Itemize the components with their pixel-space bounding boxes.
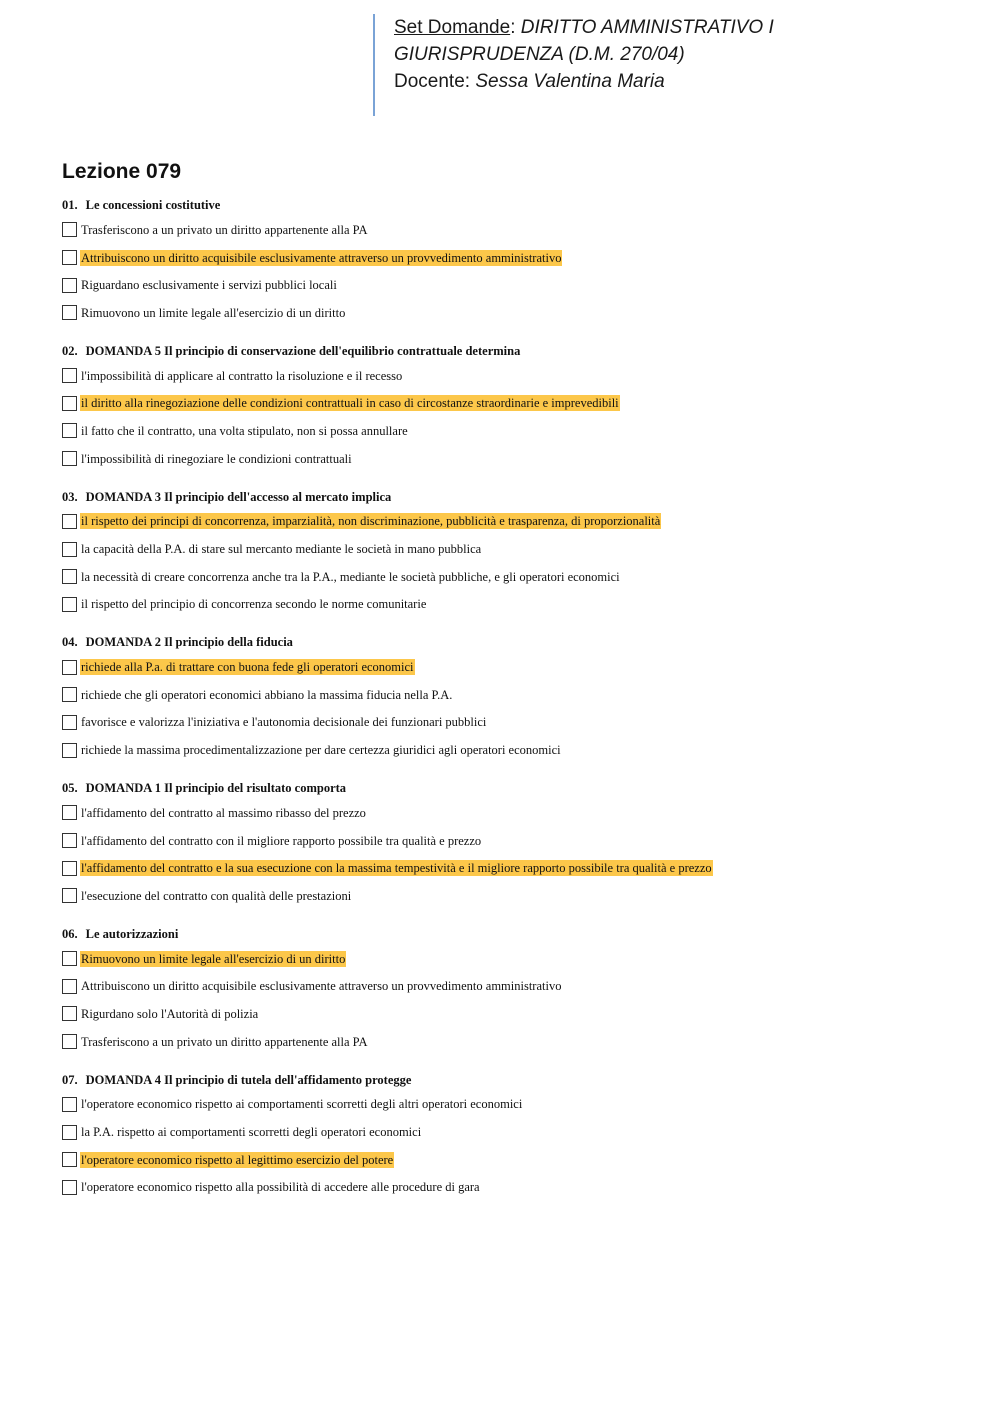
answer-checkbox[interactable]	[62, 305, 77, 320]
answer-option	[62, 508, 962, 536]
question-number: 01.	[62, 198, 78, 212]
question-text: DOMANDA 3 Il principio dell'accesso al mercato implica	[85, 489, 392, 504]
answer-option	[62, 681, 962, 709]
answer-option	[62, 653, 962, 681]
answer-text: Rigurdano solo l'Autorità di polizia	[81, 1006, 259, 1021]
answer-option	[62, 271, 962, 299]
answer-option	[62, 799, 962, 827]
answer-option	[62, 563, 962, 591]
answer-checkbox[interactable]	[62, 743, 77, 758]
answer-checkbox[interactable]	[62, 833, 77, 848]
answer-text: l'affidamento del contratto al massimo ribasso del prezzo	[81, 805, 366, 820]
answer-text: favorisce e valorizza l'iniziativa e l'autonomia decisionale dei funzionari pubblici	[81, 715, 487, 730]
lesson-title: Lezione 079	[62, 160, 182, 183]
set-colon: :	[510, 17, 516, 38]
answer-checkbox[interactable]	[62, 597, 77, 612]
answer-option	[62, 1118, 962, 1146]
answer-text-highlighted: richiede alla P.a. di trattare con buona fede gli operatori economici	[81, 660, 414, 675]
answer-checkbox[interactable]	[62, 687, 77, 702]
docente-line	[394, 68, 774, 95]
question-number: 05.	[62, 781, 78, 795]
answer-checkbox[interactable]	[62, 715, 77, 730]
question-block	[62, 486, 962, 619]
answer-checkbox[interactable]	[62, 423, 77, 438]
answer-text: richiede la massima procedimentalizzazione per dare certezza giuridici agli operatori economici	[81, 743, 561, 758]
question-title	[62, 486, 962, 508]
answer-option	[62, 1174, 962, 1202]
answer-text: l'operatore economico rispetto alla possibilità di accedere alle procedure di gara	[81, 1180, 480, 1195]
answer-checkbox[interactable]	[62, 451, 77, 466]
question-list	[62, 194, 962, 1214]
answer-checkbox[interactable]	[62, 660, 77, 675]
answer-checkbox[interactable]	[62, 1180, 77, 1195]
answer-text: il fatto che il contratto, una volta stipulato, non si possa annullare	[81, 423, 408, 438]
answer-text-highlighted: Attribuiscono un diritto acquisibile esclusivamente attraverso un provvedimento amministrativo	[81, 250, 562, 265]
question-number: 03.	[62, 489, 78, 504]
answer-checkbox[interactable]	[62, 1097, 77, 1112]
question-block	[62, 777, 962, 910]
set-title-line1: DIRITTO AMMINISTRATIVO I	[520, 17, 774, 38]
answer-option	[62, 244, 962, 272]
answer-checkbox[interactable]	[62, 1006, 77, 1021]
set-title-line2: GIURISPRUDENZA (D.M. 270/04)	[394, 44, 685, 65]
answer-text-highlighted: il diritto alla rinegoziazione delle condizioni contrattuali in caso di circostanze straordinarie e imprevedibili	[81, 396, 619, 411]
answer-text: l'impossibilità di applicare al contratto la risoluzione e il recesso	[81, 368, 403, 383]
answer-option	[62, 1000, 962, 1028]
question-text: Le autorizzazioni	[85, 926, 179, 941]
answer-text: l'operatore economico rispetto ai comportamenti scorretti degli altri operatori economici	[81, 1097, 523, 1112]
answer-option	[62, 591, 962, 619]
answer-text: la P.A. rispetto ai comportamenti scorretti degli operatori economici	[81, 1125, 422, 1140]
answer-text-highlighted: l'operatore economico rispetto al legittimo esercizio del potere	[81, 1152, 394, 1167]
question-text: DOMANDA 5 Il principio di conservazione dell'equilibrio contrattuale determina	[85, 343, 521, 358]
answer-option	[62, 1091, 962, 1119]
answer-checkbox[interactable]	[62, 278, 77, 293]
answer-text: la capacità della P.A. di stare sul mercanto mediante le società in mano pubblica	[81, 542, 482, 557]
question-title	[62, 1069, 962, 1091]
question-text: DOMANDA 1 Il principio del risultato comporta	[85, 781, 347, 795]
answer-option	[62, 445, 962, 473]
answer-option	[62, 362, 962, 390]
answer-option	[62, 389, 962, 417]
answer-option	[62, 216, 962, 244]
answer-checkbox[interactable]	[62, 951, 77, 966]
answer-checkbox[interactable]	[62, 1034, 77, 1049]
answer-option	[62, 882, 962, 910]
answer-option	[62, 1028, 962, 1056]
document-header	[373, 14, 774, 116]
answer-checkbox[interactable]	[62, 542, 77, 557]
answer-checkbox[interactable]	[62, 805, 77, 820]
question-title	[62, 777, 962, 799]
answer-text: il rispetto del principio di concorrenza secondo le norme comunitarie	[81, 597, 427, 612]
answer-checkbox[interactable]	[62, 1125, 77, 1140]
set-label: Set Domande	[394, 17, 511, 38]
question-block	[62, 340, 962, 473]
answer-text: Riguardano esclusivamente i servizi pubblici locali	[81, 278, 337, 293]
question-number: 04.	[62, 635, 78, 650]
answer-text: l'esecuzione del contratto con qualità delle prestazioni	[81, 888, 352, 903]
docente-label: Docente:	[394, 71, 471, 92]
question-text: Le concessioni costitutive	[85, 198, 221, 212]
answer-text-highlighted: l'affidamento del contratto e la sua esecuzione con la massima tempestività e il migliore rapporto possibile tra qualità e prezzo	[81, 861, 712, 876]
question-number: 02.	[62, 343, 78, 358]
answer-text-highlighted: Rimuovono un limite legale all'esercizio di un diritto	[81, 951, 346, 966]
answer-option	[62, 827, 962, 855]
answer-text: richiede che gli operatori economici abbiano la massima fiducia nella P.A.	[81, 687, 453, 702]
answer-option	[62, 945, 962, 973]
answer-checkbox[interactable]	[62, 1152, 77, 1167]
question-title	[62, 194, 962, 216]
answer-option	[62, 535, 962, 563]
set-line	[394, 14, 774, 41]
question-block	[62, 923, 962, 1056]
answer-option	[62, 972, 962, 1000]
answer-text: l'affidamento del contratto con il migliore rapporto possibile tra qualità e prezzo	[81, 833, 482, 848]
answer-option	[62, 709, 962, 737]
answer-text: Trasferiscono a un privato un diritto appartenente alla PA	[81, 1034, 368, 1049]
answer-option	[62, 736, 962, 764]
answer-option	[62, 417, 962, 445]
answer-option	[62, 299, 962, 327]
question-title	[62, 923, 962, 945]
question-title	[62, 340, 962, 362]
question-text: DOMANDA 4 Il principio di tutela dell'affidamento protegge	[85, 1072, 412, 1087]
answer-checkbox[interactable]	[62, 222, 77, 237]
answer-text: Rimuovono un limite legale all'esercizio di un diritto	[81, 305, 346, 320]
answer-text-highlighted: il rispetto dei principi di concorrenza, imparzialità, non discriminazione, pubblicità e trasparenza, di proporzionalità	[81, 514, 661, 529]
answer-checkbox[interactable]	[62, 569, 77, 584]
answer-checkbox[interactable]	[62, 979, 77, 994]
answer-checkbox[interactable]	[62, 368, 77, 383]
answer-text: Attribuiscono un diritto acquisibile esclusivamente attraverso un provvedimento amministrativo	[81, 979, 562, 994]
answer-checkbox[interactable]	[62, 861, 77, 876]
answer-option	[62, 854, 962, 882]
question-block	[62, 194, 962, 327]
question-block	[62, 1069, 962, 1202]
question-block	[62, 631, 962, 764]
question-number: 07.	[62, 1072, 78, 1087]
answer-checkbox[interactable]	[62, 888, 77, 903]
question-number: 06.	[62, 926, 78, 941]
answer-checkbox[interactable]	[62, 514, 77, 529]
answer-checkbox[interactable]	[62, 396, 77, 411]
docente-name: Sessa Valentina Maria	[475, 71, 665, 92]
question-title	[62, 631, 962, 653]
answer-option	[62, 1146, 962, 1174]
answer-text: l'impossibilità di rinegoziare le condizioni contrattuali	[81, 451, 352, 466]
question-text: DOMANDA 2 Il principio della fiducia	[85, 635, 293, 650]
answer-text: la necessità di creare concorrenza anche tra la P.A., mediante le società pubbliche, e gli operatori economici	[81, 569, 620, 584]
answer-checkbox[interactable]	[62, 250, 77, 265]
answer-text: Trasferiscono a un privato un diritto appartenente alla PA	[81, 222, 368, 237]
